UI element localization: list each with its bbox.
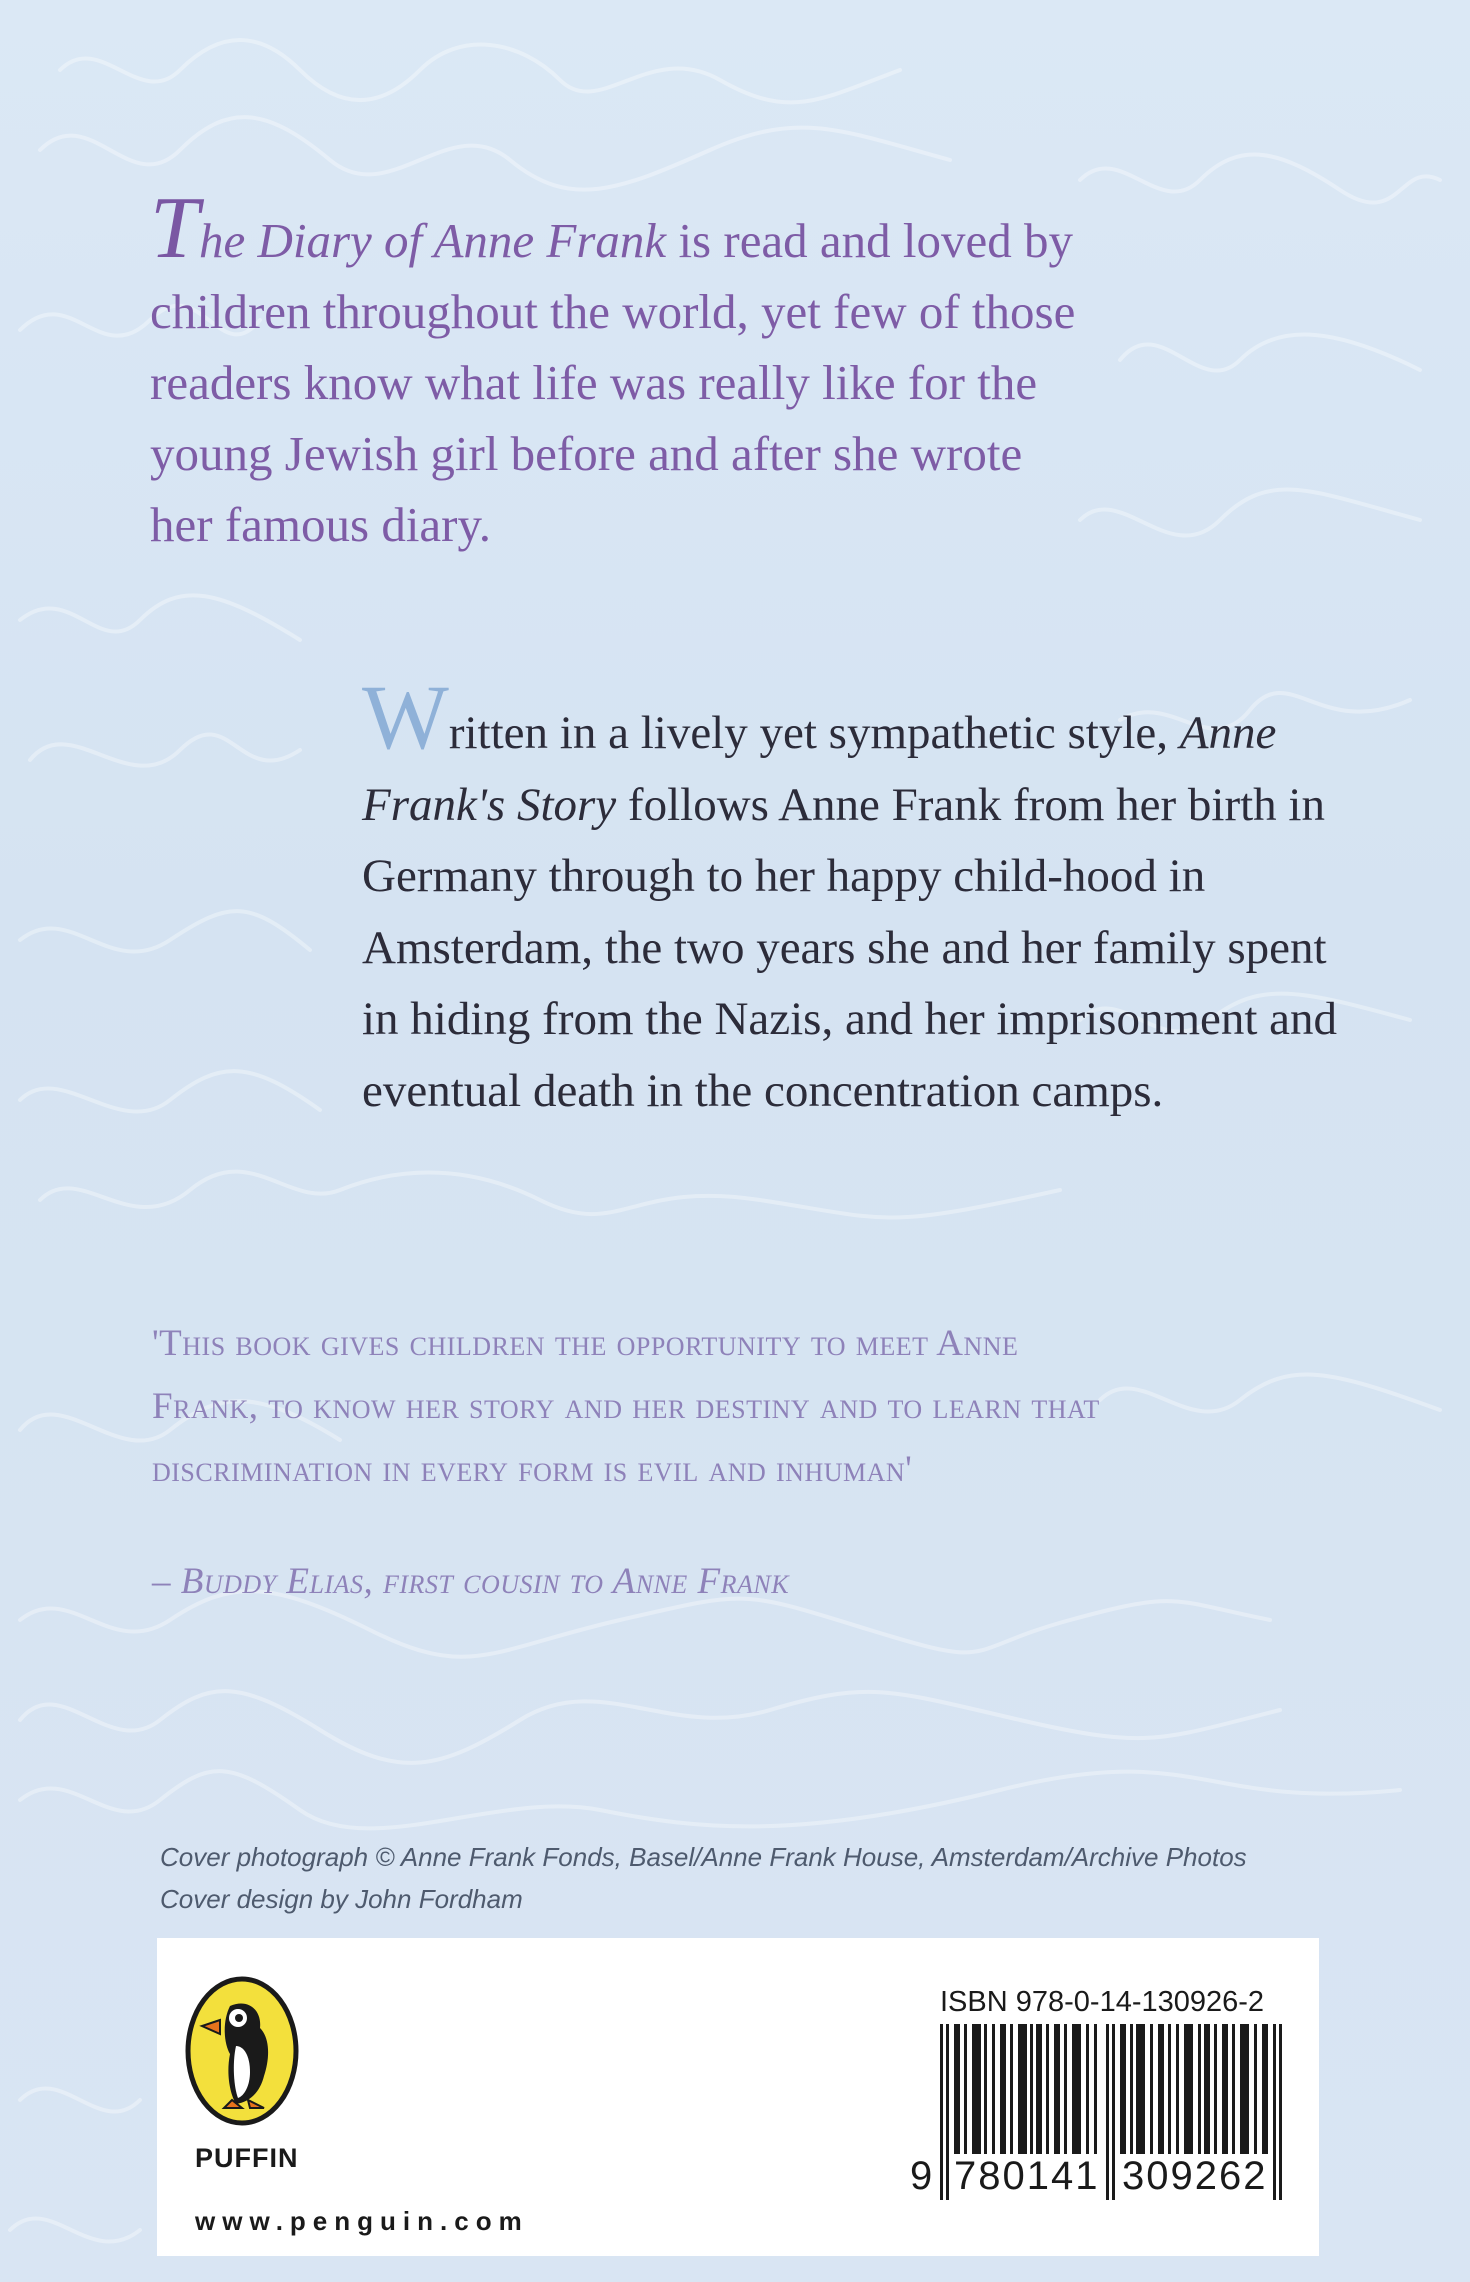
description-book-title: Anne Frank's Story <box>362 707 1277 831</box>
barcode-first-digit: 9 <box>910 2154 933 2198</box>
intro-text: is read and loved by children throughout the world, yet few of those readers know what life was really like for the young Jewish girl before and after she wrote her famous diary. <box>150 213 1076 552</box>
barcode-panel <box>157 1938 1319 2256</box>
puffin-label: PUFFIN <box>195 2143 299 2173</box>
cover-credits <box>160 1836 1360 1920</box>
description-dropcap: W <box>362 666 449 768</box>
description-paragraph <box>362 666 1362 1127</box>
quote-attribution: – Buddy Elias, first cousin to Anne Frank <box>152 1561 790 1602</box>
design-credit: Cover design by John Fordham <box>160 1884 523 1914</box>
review-quote: 'This book gives children the opportunity to meet Anne Frank, to know her story and her destiny and to learn that discrimination in every form is evil and inhuman' <box>152 1323 1100 1490</box>
photo-credit: Cover photograph © Anne Frank Fonds, Basel/Anne Frank House, Amsterdam/Archive Photos <box>160 1842 1247 1872</box>
intro-paragraph <box>150 180 1090 560</box>
intro-dropcap: T <box>150 180 199 277</box>
intro-book-title: he Diary of Anne Frank <box>198 213 667 268</box>
website-url: www.penguin.com <box>195 2206 529 2236</box>
description-text: follows Anne Frank from her birth in Germany through to her happy child-hood in Amsterdam, the two years she and her family spent in hiding from the Nazis, and her imprisonment and eventual death in the concentration camps. <box>362 778 1338 1117</box>
isbn-number: ISBN 978-0-14-130926-2 <box>940 1986 1265 2018</box>
puffin-bird-icon <box>182 1976 302 2126</box>
barcode-right-digits: 309262 <box>1122 2154 1268 2198</box>
barcode-left-digits: 780141 <box>954 2154 1100 2198</box>
description-lead: ritten in a lively yet sympathetic style, <box>448 707 1180 759</box>
